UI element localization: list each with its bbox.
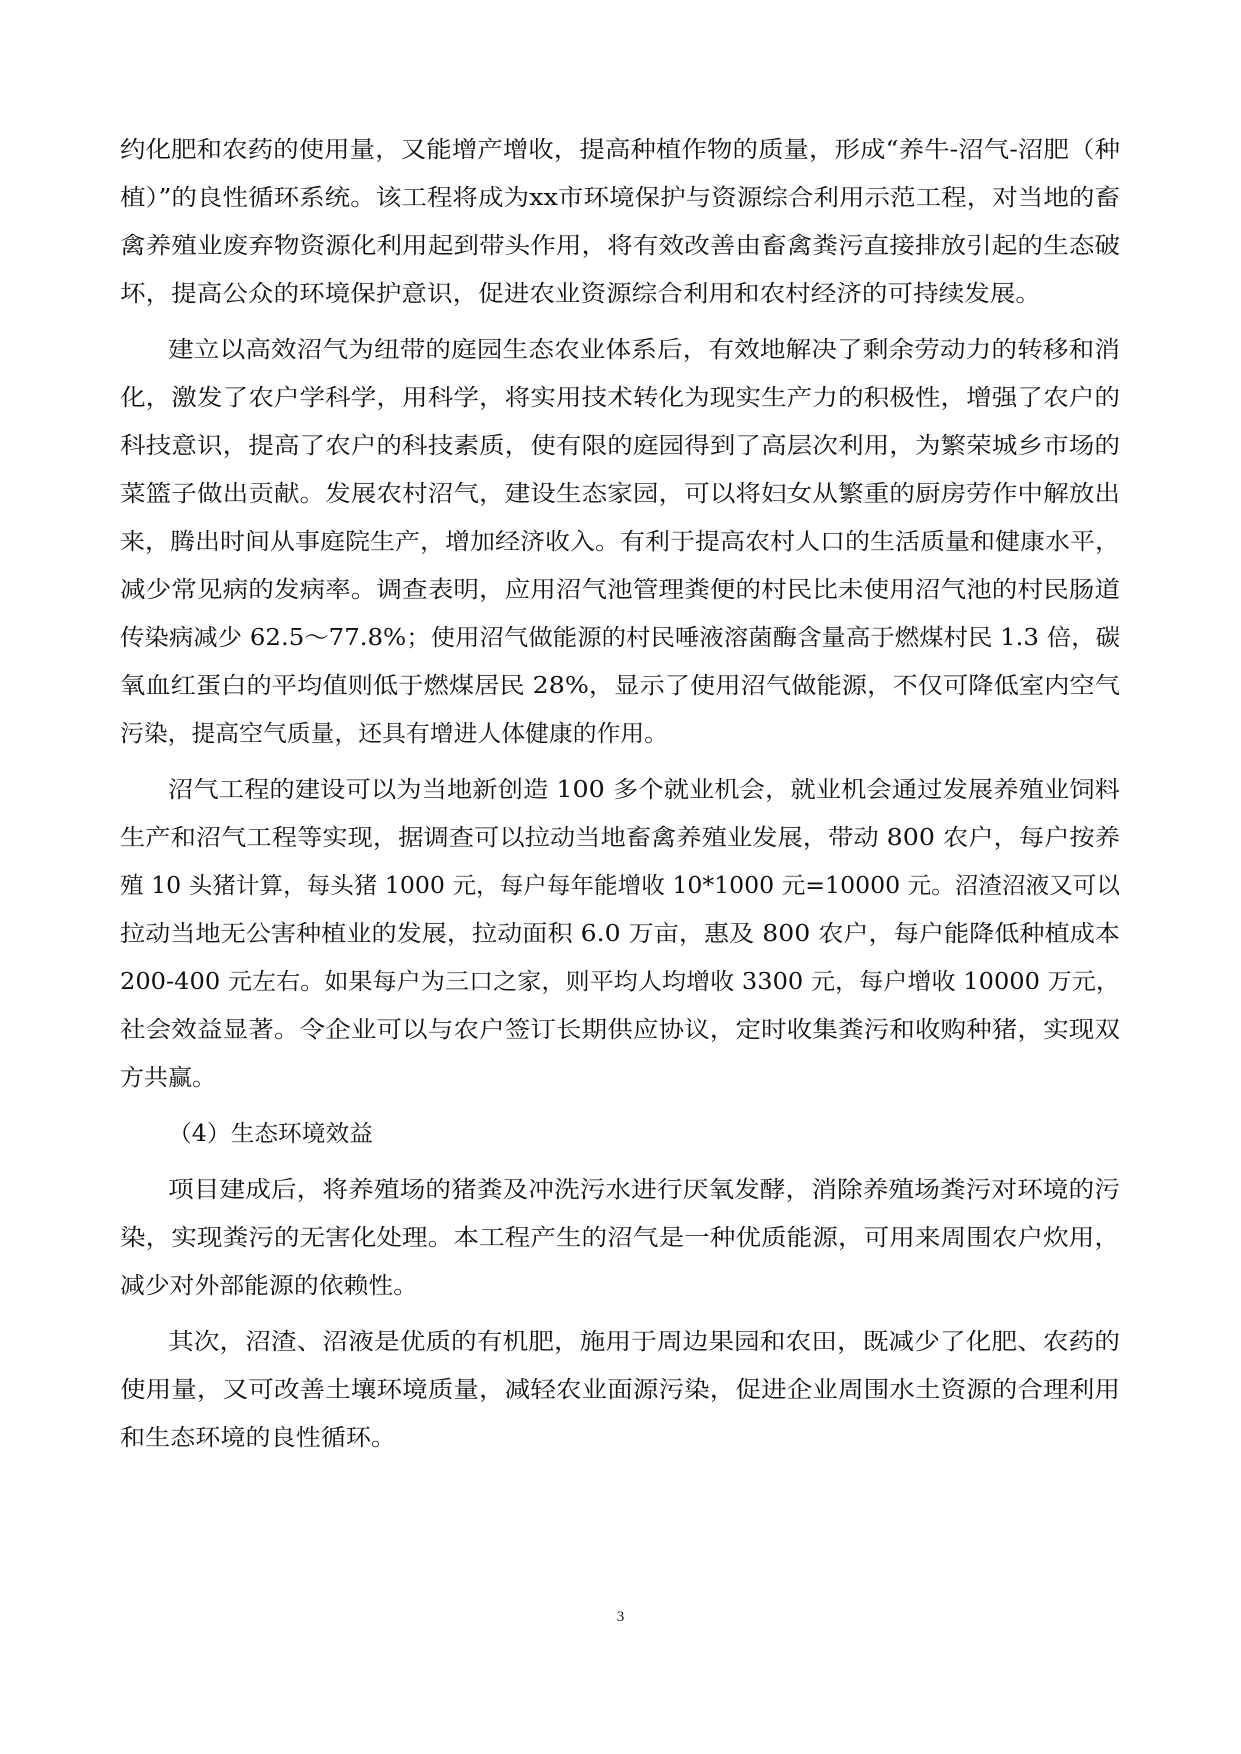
- text-line: 氧血红蛋白的平均值则低于燃煤居民 28%，显示了使用沼气做能源，不仅可降低室内空气: [120, 673, 1120, 699]
- text-line: 染，实现粪污的无害化处理。本工程产生的沼气是一种优质能源，可用来周围农户炊用，: [120, 1225, 1120, 1251]
- text-line: 200-400 元左右。如果每户为三口之家，则平均人均增收 3300 元，每户增收 10000 万元，: [120, 969, 1120, 995]
- text-line: 殖 10 头猪计算，每头猪 1000 元，每户每年能增收 10*1000 元=10000 元。沼渣沼液又可以: [120, 873, 1120, 899]
- text-line: 来，腾出时间从事庭院生产，增加经济收入。有利于提高农村人口的生活质量和健康水平，: [120, 529, 1120, 555]
- text-line: 沼气工程的建设可以为当地新创造 100 多个就业机会，就业机会通过发展养殖业饲料: [168, 777, 1120, 803]
- text-line: 建立以高效沼气为纽带的庭园生态农业体系后，有效地解决了剩余劳动力的转移和消: [168, 337, 1120, 363]
- text-line: 社会效益显著。令企业可以与农户签订长期供应协议，定时收集粪污和收购种猪，实现双: [120, 1017, 1120, 1043]
- text-line: 植）”的良性循环系统。该工程将成为xx市环境保护与资源综合利用示范工程，对当地的畜: [120, 185, 1120, 211]
- text-line: 禽养殖业废弃物资源化利用起到带头作用，将有效改善由畜禽粪污直接排放引起的生态破: [120, 233, 1120, 259]
- text-line: 生产和沼气工程等实现，据调查可以拉动当地畜禽养殖业发展，带动 800 农户，每户按养: [120, 825, 1120, 851]
- text-line: 化，激发了农户学科学，用科学，将实用技术转化为现实生产力的积极性，增强了农户的: [120, 385, 1120, 411]
- text-line: 坏，提高公众的环境保护意识，促进农业资源综合利用和农村经济的可持续发展。: [120, 281, 1041, 307]
- text-line: 和生态环境的良性循环。: [120, 1425, 396, 1451]
- text-line: 减少常见病的发病率。调查表明，应用沼气池管理粪便的村民比未使用沼气池的村民肠道: [120, 577, 1120, 603]
- section-heading: （4）生态环境效益: [168, 1121, 373, 1147]
- text-line: 约化肥和农药的使用量，又能增产增收，提高种植作物的质量，形成“养牛-沼气-沼肥（种: [120, 137, 1120, 163]
- text-line: 科技意识，提高了农户的科技素质，使有限的庭园得到了高层次利用，为繁荣城乡市场的: [120, 433, 1120, 459]
- text-line: 使用量，又可改善土壤环境质量，减轻农业面源污染，促进企业周围水土资源的合理利用: [120, 1377, 1120, 1403]
- text-line: 减少对外部能源的依赖性。: [120, 1273, 418, 1299]
- text-line: 污染，提高空气质量，还具有增进人体健康的作用。: [120, 721, 668, 747]
- page-number: 3: [616, 1609, 625, 1625]
- text-line: 项目建成后，将养殖场的猪粪及冲洗污水进行厌氧发酵，消除养殖场粪污对环境的污: [168, 1177, 1120, 1203]
- text-line: 传染病减少 62.5～77.8%；使用沼气做能源的村民唾液溶菌酶含量高于燃煤村民 1.3 倍，碳: [120, 625, 1120, 651]
- text-line: 菜篮子做出贡献。发展农村沼气，建设生态家园，可以将妇女从繁重的厨房劳作中解放出: [120, 481, 1120, 507]
- text-line: 其次，沼渣、沼液是优质的有机肥，施用于周边果园和农田，既减少了化肥、农药的: [168, 1329, 1120, 1355]
- text-line: 方共赢。: [120, 1065, 216, 1091]
- text-line: 拉动当地无公害种植业的发展，拉动面积 6.0 万亩，惠及 800 农户，每户能降低种植成本: [120, 921, 1120, 947]
